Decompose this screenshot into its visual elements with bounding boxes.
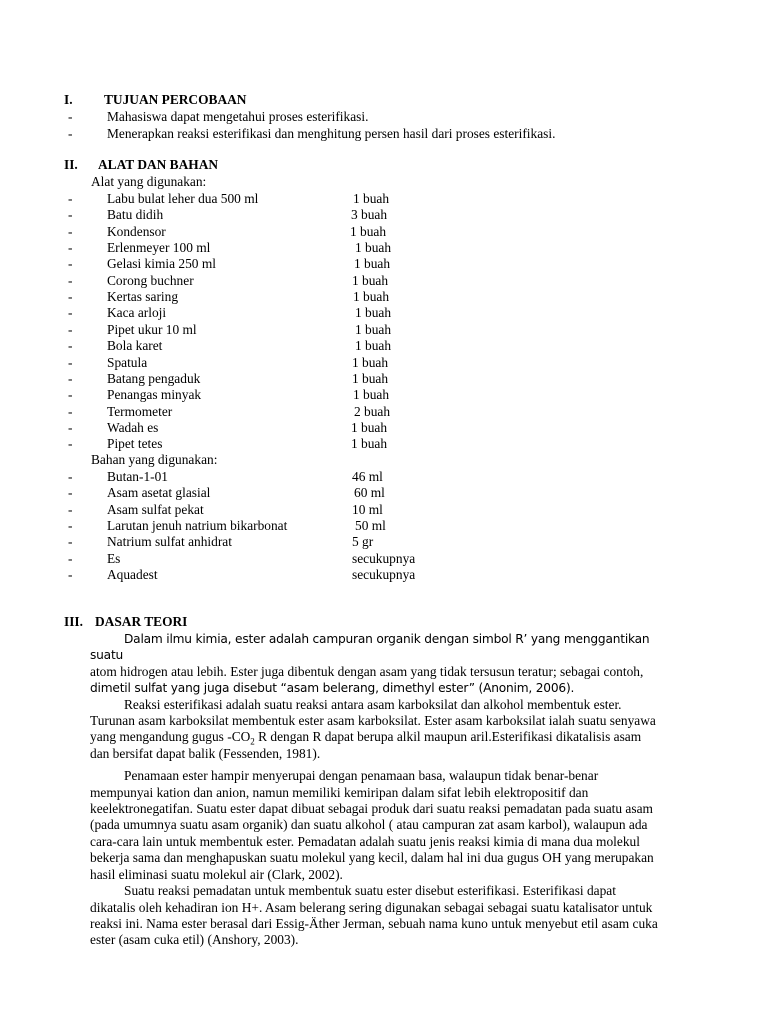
paragraph [90,883,680,949]
alat-item-name: Batang pengaduk [107,370,201,386]
section-2-title: ALAT DAN BAHAN [98,157,219,172]
section-1-number: I. [64,92,73,107]
bahan-item-qty: 10 ml [352,501,383,517]
alat-item-qty: 2 buah [354,403,391,419]
objective-item: Menerapkan reaksi esterifikasi dan menghitung persen hasil dari proses esterifikasi. [107,126,556,141]
list-dash: - [68,338,73,354]
paragraph-line: yang mengandung gugus -CO [90,729,251,745]
list-dash: - [68,289,73,305]
list-dash: - [68,518,73,534]
paragraph [90,697,680,763]
list-dash: - [68,370,73,386]
bahan-item-qty: 60 ml [354,485,385,501]
list-dash: - [68,272,73,288]
list-dash: - [68,256,73,272]
bahan-item-qty: 46 ml [352,469,383,484]
paragraph-line: Turunan asam karboksilat membentuk ester asam karboksilat. Ester asam karboksilat ialah suatu senyawa [90,713,656,729]
paragraph-line: keelektronegatifan. Suatu ester dapat dibuat sebagai produk dari suatu reaksi pemadatan pada suatu asam [90,801,653,817]
paragraph-line: dikatalis oleh kehadiran ion H+. Asam belerang sering digunakan sebagai sebagai suatu katalisator untuk [90,899,653,915]
alat-item-qty: 1 buah [355,338,392,354]
list-dash: - [68,436,73,452]
paragraph-line: hasil eliminasi suatu molekul air (Clark, 2002). [90,866,343,882]
alat-item-qty: 1 buah [352,272,389,288]
list-dash: - [68,240,73,256]
paragraph-line: Reaksi esterifikasi adalah suatu reaksi antara asam karboksilat dan alkohol membentuk ester. [124,696,622,712]
alat-item-qty: 1 buah [353,289,390,305]
alat-item-qty: 1 buah [350,223,387,239]
alat-item-qty: 1 buah [352,370,389,386]
bahan-item-name: Es [107,550,121,566]
list-dash: - [68,403,73,419]
paragraph-line: atom hidrogen atau lebih. Ester juga dibentuk dengan asam yang tidak tersusun teratur; sebagai contoh, [90,663,644,679]
bahan-item-name: Asam sulfat pekat [107,501,204,517]
paragraph-line: (pada umumnya suatu asam organik) dan suatu alkohol ( atau campuran zat asam karbol), walaupun ada [90,817,648,833]
paragraph-line: cara-cara lain untuk membentuk ester. Pemadatan adalah suatu jenis reaksi kimia di mana dua molekul [90,833,640,849]
list-dash: - [68,485,73,501]
alat-item-name: Kaca arloji [107,305,167,321]
paragraph-line: dimetil sulfat yang juga disebut “asam belerang, dimethyl ester” (Anonim, 2006). [90,681,575,696]
bahan-item-name: Aquadest [107,567,158,583]
alat-item-qty: 3 buah [351,207,388,223]
alat-item-name: Spatula [107,354,148,370]
bahan-item-name: Asam asetat glasial [107,485,211,501]
alat-item-name: Erlenmeyer 100 ml [107,240,211,256]
bahan-item-qty: 5 gr [352,534,374,550]
alat-item-qty: 1 buah [355,240,392,256]
alat-item-name: Bola karet [107,338,163,354]
list-dash: - [68,387,73,403]
list-dash: - [68,534,73,550]
list-dash: - [68,550,73,566]
subscript: 2 [250,737,255,748]
list-dash: - [68,207,73,223]
alat-item-qty: 1 buah [353,191,390,206]
paragraph-line: Dalam ilmu kimia, ester adalah campuran organik dengan simbol R’ yang menggantikan suatu [90,632,650,663]
paragraph-line: R dengan R dapat berupa alkil maupun aril.Esterifikasi dikatalisis asam [254,729,642,745]
alat-item-name: Penangas minyak [107,387,202,403]
section-1-title: TUJUAN PERCOBAAN [104,92,247,107]
bahan-item-qty: 50 ml [355,518,386,534]
paragraph-line: ester (asam cuka etil) (Anshory, 2003). [90,932,299,948]
bahan-heading: Bahan yang digunakan: [91,452,218,467]
alat-item-name: Labu bulat leher dua 500 ml [107,191,259,206]
list-dash: - [68,567,73,583]
bahan-item-qty: secukupnya [352,567,416,583]
objective-item: Mahasiswa dapat mengetahui proses esterifikasi. [107,109,369,124]
alat-item-name: Wadah es [107,419,159,435]
list-dash: - [68,191,73,206]
alat-item-name: Gelasi kimia 250 ml [107,256,216,272]
alat-item-qty: 1 buah [353,387,390,403]
list-dash: - [68,354,73,370]
alat-item-qty: 1 buah [351,436,388,452]
list-dash: - [68,469,73,484]
alat-item-name: Corong buchner [107,272,194,288]
paragraph-line: Suatu reaksi pemadatan untuk membentuk suatu ester disebut esterifikasi. Esterifikasi dapat [124,883,616,899]
section-3-title: DASAR TEORI [95,614,188,629]
bahan-item-name: Larutan jenuh natrium bikarbonat [107,518,288,534]
list-dash: - [68,419,73,435]
alat-item-qty: 1 buah [354,256,391,272]
alat-item-qty: 1 buah [355,305,392,321]
alat-item-name: Pipet ukur 10 ml [107,321,197,337]
list-dash: - [68,501,73,517]
dasar-teori-text [90,631,680,949]
list-dash: - [68,126,73,141]
alat-item-name: Kertas saring [107,289,179,305]
list-dash: - [68,305,73,321]
alat-item-name: Termometer [107,403,173,419]
paragraph-line: mempunyai kation dan anion, namun memiliki kemiripan dalam sifat lebih elektropositif dan [90,784,589,800]
bahan-item-name: Butan-1-01 [107,469,168,484]
paragraph-line: bekerja sama dan menghapuskan suatu molekul yang kecil, dalam hal ini dua gugus OH yang merupakan [90,850,654,866]
paragraph-line: reaksi ini. Nama ester berasal dari Essig-Äther Jerman, sebuah nama kuno untuk menyebut etil asam cuka [90,915,658,931]
alat-heading: Alat yang digunakan: [91,174,207,189]
paragraph-line: Penamaan ester hampir menyerupai dengan penamaan basa, walaupun tidak benar-benar [124,768,599,784]
section-2-number: II. [64,157,78,172]
paragraph [90,631,680,697]
bahan-item-qty: secukupnya [352,550,416,566]
alat-item-qty: 1 buah [355,321,392,337]
alat-item-qty: 1 buah [351,419,388,435]
alat-item-qty: 1 buah [352,354,389,370]
paragraph-line: dan bersifat dapat balik (Fessenden, 1981). [90,745,321,761]
list-dash: - [68,223,73,239]
section-3-number: III. [64,614,83,629]
paragraph [90,768,680,883]
alat-item-name: Batu didih [107,207,164,223]
list-dash: - [68,109,73,124]
alat-item-name: Pipet tetes [107,436,163,452]
alat-item-name: Kondensor [107,223,166,239]
list-dash: - [68,321,73,337]
bahan-item-name: Natrium sulfat anhidrat [107,534,232,550]
